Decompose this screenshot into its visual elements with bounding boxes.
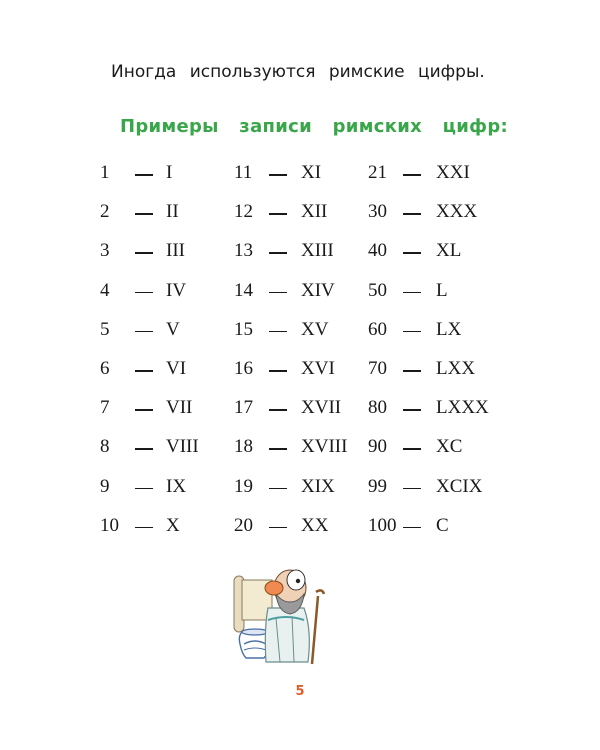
dash-separator (269, 448, 287, 450)
staff-icon (312, 590, 324, 664)
dash-separator (135, 292, 153, 294)
arabic-number: 10 (100, 514, 119, 536)
roman-numeral: XIII (301, 240, 334, 262)
roman-numeral: IV (166, 279, 187, 301)
arabic-number: 30 (368, 201, 387, 223)
arabic-number: 70 (368, 358, 387, 379)
page-number: 5 (295, 684, 305, 699)
dash-separator (135, 527, 153, 529)
dash-separator (269, 331, 287, 333)
character-body (265, 608, 309, 662)
arabic-number: 9 (100, 475, 110, 497)
roman-numeral: XXX (436, 201, 478, 223)
arabic-number: 90 (368, 436, 387, 458)
arabic-number: 8 (100, 436, 110, 458)
roman-numeral: III (166, 240, 185, 262)
dash-separator (135, 370, 153, 372)
dash-separator (269, 409, 287, 411)
table-row (0, 240, 600, 270)
dash-separator (269, 488, 287, 490)
roman-numeral: IX (166, 475, 187, 497)
arabic-number: 5 (100, 318, 110, 340)
dash-separator (269, 292, 287, 294)
intro-text: Иногда используются римские цифры. (111, 62, 485, 82)
roman-numeral: XVI (301, 358, 335, 379)
roman-numeral: L (436, 279, 448, 301)
table-row (0, 397, 600, 427)
roman-numeral: LXXX (436, 397, 489, 419)
table-row (0, 162, 600, 192)
table-row (0, 515, 600, 545)
arabic-number: 16 (234, 358, 253, 379)
table-row (0, 280, 600, 310)
roman-numeral: LXX (436, 358, 476, 379)
dash-separator (135, 488, 153, 490)
arabic-number: 14 (234, 279, 253, 301)
arabic-number: 21 (368, 162, 387, 183)
dash-separator (269, 174, 287, 176)
dash-separator (135, 213, 153, 215)
arabic-number: 17 (234, 397, 253, 419)
arabic-number: 40 (368, 240, 387, 262)
roman-numeral: XVIII (301, 436, 348, 458)
table-row (0, 358, 600, 388)
roman-numeral: VII (166, 397, 193, 419)
dash-separator (403, 292, 421, 294)
roman-numeral: II (166, 201, 179, 223)
arabic-number: 3 (100, 240, 110, 262)
arabic-number: 1 (100, 162, 110, 183)
section-heading: Примеры записи римских цифр: (120, 116, 508, 137)
arabic-number: 2 (100, 201, 110, 223)
dash-separator (403, 331, 421, 333)
arabic-number: 13 (234, 240, 253, 262)
roman-numeral: XVII (301, 397, 342, 419)
roman-numeral: VI (166, 358, 187, 379)
arabic-number: 100 (368, 514, 397, 536)
dash-separator (135, 331, 153, 333)
roman-numeral: XCIX (436, 475, 483, 497)
dash-separator (269, 527, 287, 529)
table-row (0, 436, 600, 466)
arabic-number: 60 (368, 318, 387, 340)
dash-separator (269, 252, 287, 254)
roman-numeral: XC (436, 436, 463, 458)
roman-numeral: XIV (301, 279, 335, 301)
dash-separator (135, 174, 153, 176)
arabic-number: 7 (100, 397, 110, 419)
roman-numeral: X (166, 514, 180, 536)
roman-numeral: XV (301, 318, 329, 340)
dash-separator (403, 370, 421, 372)
roman-numeral: XII (301, 201, 328, 223)
roman-numeral: VIII (166, 436, 199, 458)
roman-numeral: XIX (301, 475, 335, 497)
roman-numeral: XX (301, 514, 329, 536)
dash-separator (403, 527, 421, 529)
arabic-number: 6 (100, 358, 110, 379)
arabic-number: 80 (368, 397, 387, 419)
arabic-number: 12 (234, 201, 253, 223)
table-row (0, 476, 600, 506)
roman-numeral: I (166, 162, 173, 183)
roman-numeral: C (436, 514, 449, 536)
dash-separator (403, 488, 421, 490)
arabic-number: 50 (368, 279, 387, 301)
roman-numeral: XI (301, 162, 322, 183)
arabic-number: 19 (234, 475, 253, 497)
arabic-number: 4 (100, 279, 110, 301)
arabic-number: 15 (234, 318, 253, 340)
ancient-roman-character-illustration (228, 558, 338, 668)
dash-separator (135, 448, 153, 450)
dash-separator (135, 252, 153, 254)
dash-separator (403, 448, 421, 450)
arabic-number: 18 (234, 436, 253, 458)
roman-numeral: LX (436, 318, 462, 340)
dash-separator (135, 409, 153, 411)
arabic-number: 99 (368, 475, 387, 497)
dash-separator (403, 213, 421, 215)
dash-separator (269, 213, 287, 215)
table-row (0, 319, 600, 349)
roman-numeral: XXI (436, 162, 470, 183)
roman-numeral: V (166, 318, 180, 340)
roman-numeral: XL (436, 240, 462, 262)
arabic-number: 20 (234, 514, 253, 536)
dash-separator (269, 370, 287, 372)
arabic-number: 11 (234, 162, 253, 183)
dash-separator (403, 174, 421, 176)
dash-separator (403, 252, 421, 254)
table-row (0, 201, 600, 231)
dash-separator (403, 409, 421, 411)
